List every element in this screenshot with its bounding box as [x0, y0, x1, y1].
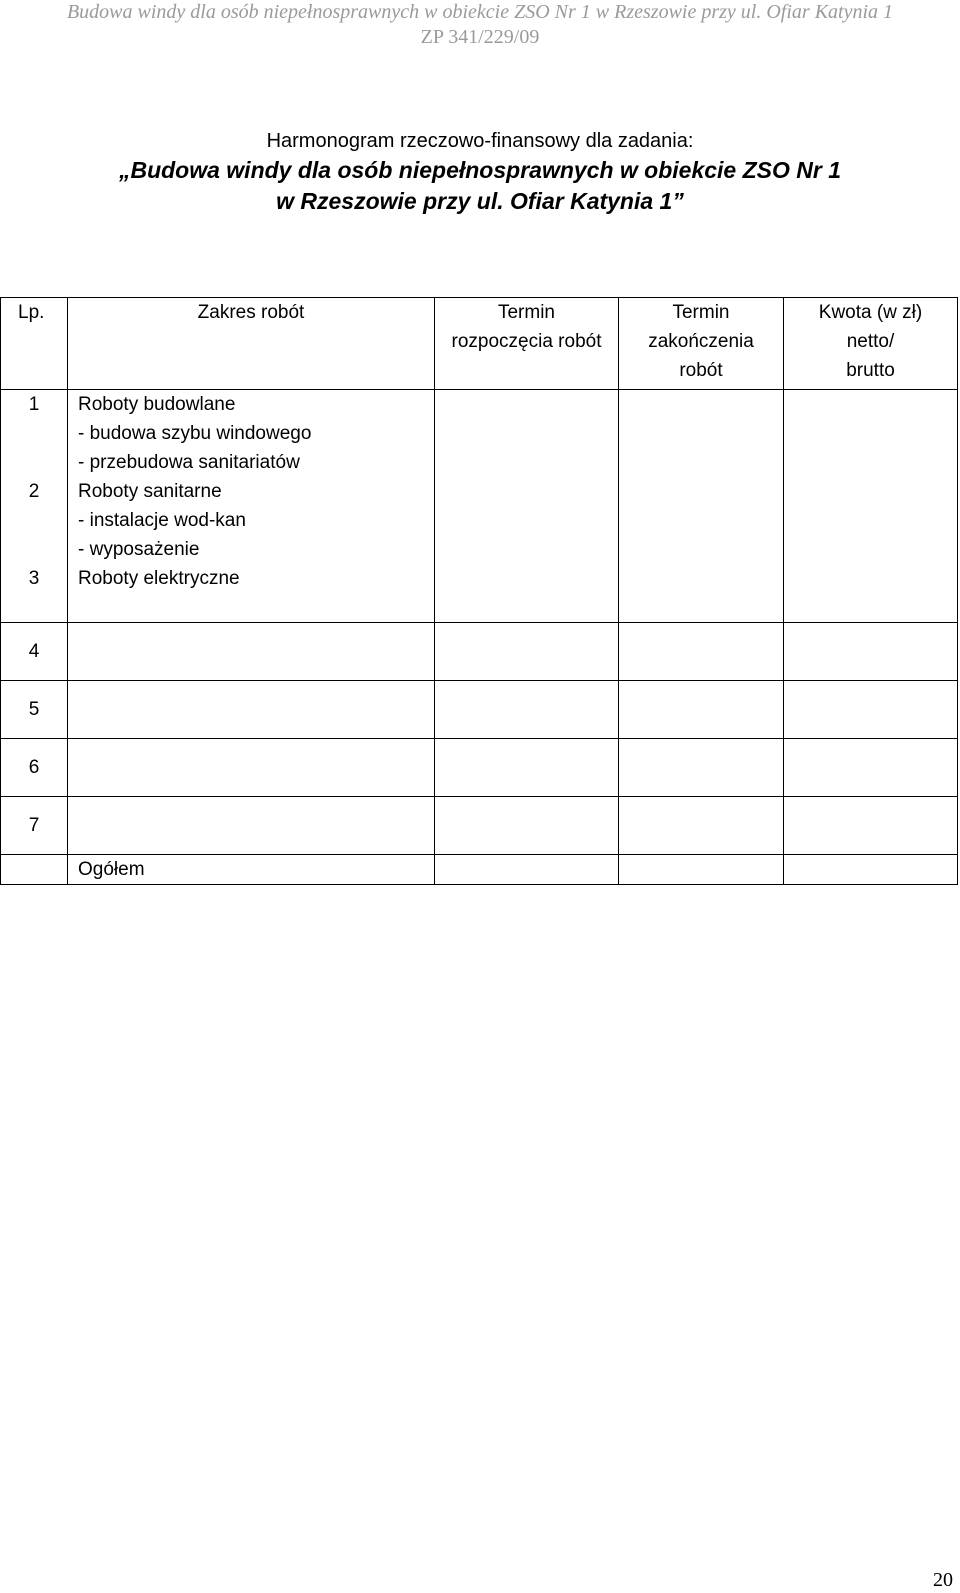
- row-scope: [68, 739, 435, 797]
- scope-title: Roboty sanitarne: [78, 481, 222, 502]
- row-lp: 1: [1, 390, 68, 478]
- scope-title: Roboty elektryczne: [78, 568, 240, 589]
- start-date-cell: [435, 681, 619, 739]
- table-row: [1, 739, 958, 797]
- row-lp: 7: [1, 797, 68, 855]
- header-amount-line-3: brutto: [846, 360, 895, 381]
- header-lp: Lp.: [1, 298, 68, 390]
- row-scope: [68, 623, 435, 681]
- row-lp: 2: [1, 477, 68, 564]
- header-scope: Zakres robót: [68, 298, 435, 390]
- table-header-row: [1, 298, 958, 390]
- start-date-cell: [435, 797, 619, 855]
- table-row: [1, 797, 958, 855]
- table-row: [1, 623, 958, 681]
- end-date-cell: [619, 797, 784, 855]
- header-amount-line-1: Kwota (w zł): [818, 302, 923, 323]
- row-lp: 3: [1, 564, 68, 623]
- total-start-cell: [435, 855, 619, 885]
- amount-cell: [784, 739, 958, 797]
- amount-cell: [784, 681, 958, 739]
- document-title: [0, 127, 960, 217]
- header-start-line-2: rozpoczęcia robót: [451, 331, 602, 352]
- table-row: [1, 681, 958, 739]
- total-lp-cell: [1, 855, 68, 885]
- task-title-line-1: „Budowa windy dla osób niepełnosprawnych w obiekcie ZSO Nr 1: [118, 157, 842, 183]
- header-end-line-3: robót: [679, 360, 723, 381]
- scope-item: - wyposażenie: [78, 539, 200, 560]
- end-date-cell: [619, 390, 784, 623]
- page-number: 20: [933, 1569, 953, 1591]
- scope-title: Roboty budowlane: [78, 394, 236, 415]
- header-amount: [784, 298, 958, 390]
- row-scope: [68, 564, 435, 623]
- header-start-date: [435, 298, 619, 390]
- amount-cell: [784, 797, 958, 855]
- total-end-cell: [619, 855, 784, 885]
- running-header: [0, 0, 960, 50]
- row-scope: [68, 797, 435, 855]
- amount-cell: [784, 623, 958, 681]
- scope-item: - instalacje wod-kan: [78, 510, 246, 531]
- start-date-cell: [435, 739, 619, 797]
- table-row: [1, 390, 958, 478]
- header-start-line-1: Termin: [497, 302, 555, 323]
- row-scope: [68, 681, 435, 739]
- total-row: [1, 855, 958, 885]
- start-date-cell: [435, 390, 619, 623]
- schedule-subtitle: Harmonogram rzeczowo-finansowy dla zadania:: [266, 130, 694, 152]
- running-header-title: Budowa windy dla osób niepełnosprawnych w obiekcie ZSO Nr 1 w Rzeszowie przy ul. Ofiar Katynia 1: [66, 1, 894, 23]
- running-header-reference: ZP 341/229/09: [420, 26, 540, 48]
- row-scope: [68, 477, 435, 564]
- start-date-cell: [435, 623, 619, 681]
- end-date-cell: [619, 739, 784, 797]
- total-label: Ogółem: [68, 855, 435, 885]
- header-amount-line-2: netto/: [846, 331, 895, 352]
- header-end-line-2: zakończenia: [648, 331, 754, 352]
- row-lp: 6: [1, 739, 68, 797]
- amount-cell: [784, 390, 958, 623]
- scope-item: - budowa szybu windowego: [78, 423, 312, 444]
- end-date-cell: [619, 623, 784, 681]
- end-date-cell: [619, 681, 784, 739]
- header-end-line-1: Termin: [672, 302, 730, 323]
- scope-item: - przebudowa sanitariatów: [78, 452, 300, 473]
- task-title-line-2: w Rzeszowie przy ul. Ofiar Katynia 1”: [276, 188, 684, 214]
- total-amount-cell: [784, 855, 958, 885]
- header-end-date: [619, 298, 784, 390]
- row-scope: [68, 390, 435, 478]
- row-lp: 5: [1, 681, 68, 739]
- schedule-table: [0, 297, 958, 885]
- row-lp: 4: [1, 623, 68, 681]
